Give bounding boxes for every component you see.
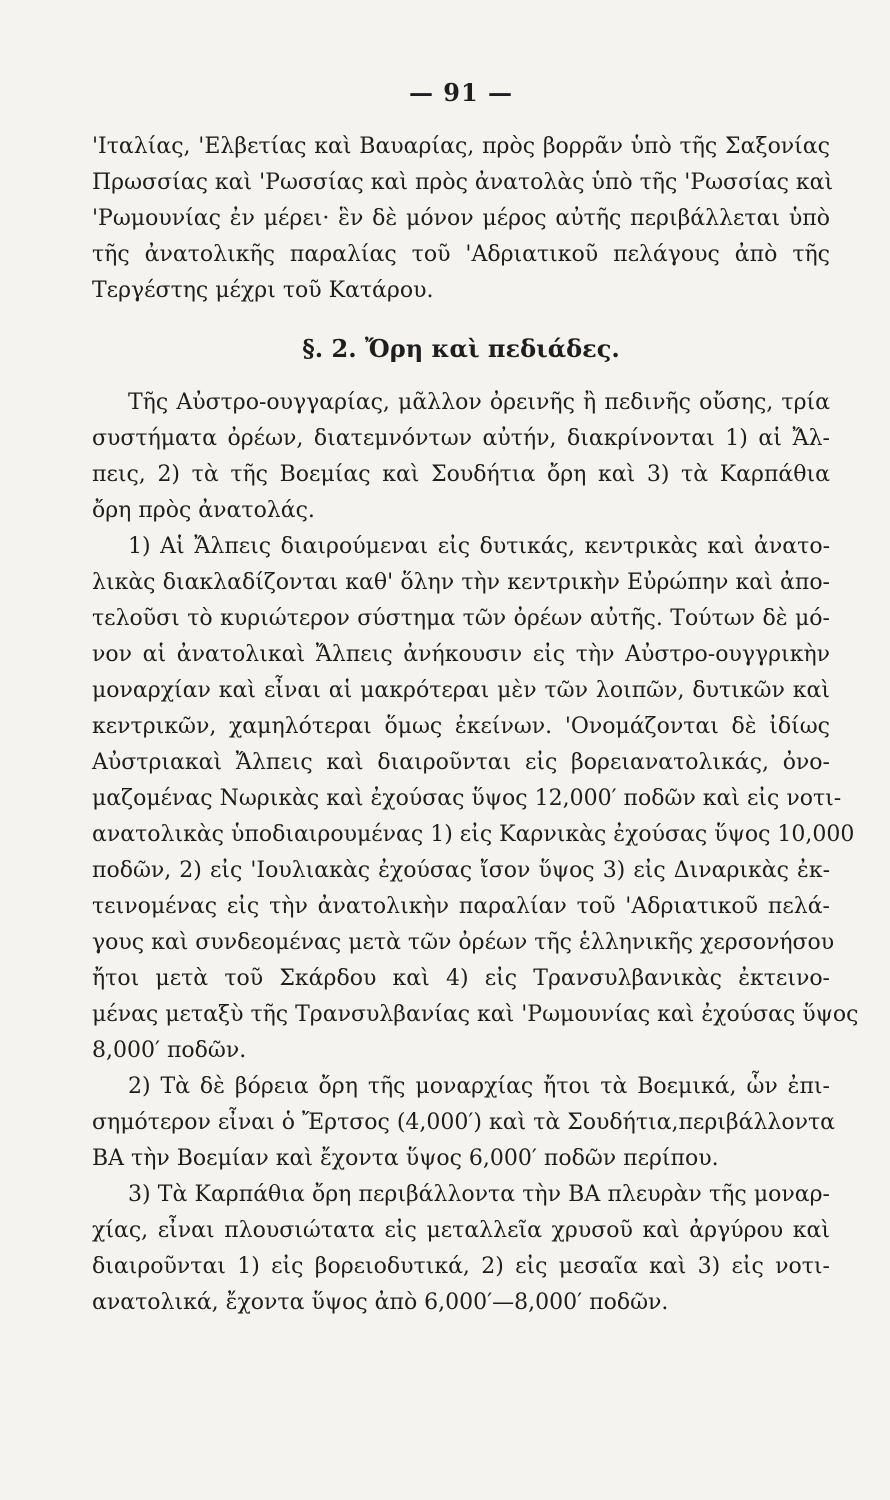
text-line: τεινομένας εἰς τὴν ἀνατολικὴν παραλίαν τοῦ 'Αδριατικοῦ πελά- [92,894,830,919]
text-line: Τεργέστης μέχρι τοῦ Κατάρου. [92,278,434,303]
text-line: 2) Τὰ δὲ βόρεια ὄρη τῆς μοναρχίας ἤτοι τὰ Βοεμικά, ὧν ἐπι- [128,1074,830,1099]
text-line: γους καὶ συνδεομένας μετὰ τῶν ὀρέων τῆς ἑλληνικῆς χερσονήσου [92,930,835,955]
text-line: διαιροῦνται 1) εἰς βορειοδυτικά, 2) εἰς μεσαῖα καὶ 3) εἰς νοτι- [92,1254,830,1279]
text-line: χίας, εἶναι πλουσιώτατα εἰς μεταλλεῖα χρυσοῦ καὶ ἀργύρου καὶ [92,1218,830,1243]
text-line: 1) Αἱ Ἄλπεις διαιρούμεναι εἰς δυτικάς, κεντρικὰς καὶ ἀνατο- [128,534,830,559]
text-line: μένας μεταξὺ τῆς Τρανσυλβανίας καὶ 'Ρωμουνίας καὶ ἐχούσας ὕψος [92,1002,859,1027]
text-line: σημότερον εἶναι ὁ Ἔρτσος (4,000′) καὶ τὰ Σουδήτια,περιβάλλοντα [92,1110,835,1135]
text-line: ανατολικά, ἔχοντα ὕψος ἀπὸ 6,000′—8,000′ ποδῶν. [92,1290,669,1315]
page-number: — 91 — [408,78,514,107]
paragraph-bohemian-mountains [92,1069,835,1177]
section-heading: §. 2. Ὄρη καὶ πεδιάδες. [302,334,620,363]
text-line: Τῆς Αὐστρο-ουγγαρίας, μᾶλλον ὀρεινῆς ἢ πεδινῆς οὔσης, τρία [128,390,830,415]
text-line: νον αἱ ἀνατολικαὶ Ἄλπεις ἀνήκουσιν εἰς τὴν Αὐστρο-ουγγρικὴν [92,642,830,667]
text-line: 8,000′ ποδῶν. [92,1038,247,1063]
paragraph-carpathians [92,1177,830,1321]
paragraph-alps [92,529,859,1069]
text-line: ἤτοι μετὰ τοῦ Σκάρδου καὶ 4) εἰς Τρανσυλβανικὰς ἐκτεινο- [92,966,830,991]
paragraph-intro-mountains [92,385,830,529]
text-line: τελοῦσι τὸ κυριώτερον σύστημα τῶν ὀρέων αὐτῆς. Τούτων δὲ μό- [92,606,830,631]
text-line: μοναρχίαν καὶ εἶναι αἱ μακρότεραι μὲν τῶν λοιπῶν, δυτικῶν καὶ [92,678,830,703]
text-line: λικὰς διακλαδίζονται καθ' ὅλην τὴν κεντρικὴν Εὐρώπην καὶ ἀπο- [92,570,830,595]
text-line: μαζομένας Νωρικὰς καὶ ἐχούσας ὕψος 12,000′ ποδῶν καὶ εἰς νοτι- [92,786,842,811]
text-line: τῆς ἀνατολικῆς παραλίας τοῦ 'Αδριατικοῦ πελάγους ἀπὸ τῆς [92,242,830,267]
text-line: συστήματα ὀρέων, διατεμνόντων αὐτήν, διακρίνονται 1) αἱ Ἄλ- [92,426,830,451]
text-line: 'Ιταλίας, 'Ελβετίας καὶ Βαυαρίας, πρὸς βορρᾶν ὑπὸ τῆς Σαξονίας [92,134,830,159]
text-line: ΒΑ τὴν Βοεμίαν καὶ ἔχοντα ὕψος 6,000′ ποδῶν περίπου. [92,1146,719,1171]
intro-paragraph [92,129,834,309]
text-line: ανατολικὰς ὑποδιαιρουμένας 1) εἰς Καρνικὰς ἐχούσας ὕψος 10,000 [92,822,855,847]
text-line: κεντρικῶν, χαμηλότεραι ὅμως ἐκείνων. 'Ονομάζονται δὲ ἰδίως [92,714,830,739]
book-page [92,78,859,1321]
text-line: 'Ρωμουνίας ἐν μέρει· ἓν δὲ μόνον μέρος αὐτῆς περιβάλλεται ὑπὸ [92,206,830,231]
text-line: πεις, 2) τὰ τῆς Βοεμίας καὶ Σουδήτια ὄρη καὶ 3) τὰ Καρπάθια [92,462,830,487]
text-line: 3) Τὰ Καρπάθια ὄρη περιβάλλοντα τὴν ΒΑ πλευρὰν τῆς μοναρ- [128,1182,830,1207]
text-line: ποδῶν, 2) εἰς 'Ιουλιακὰς ἐχούσας ἴσον ὕψος 3) εἰς Διναρικὰς ἐκ- [92,858,830,883]
text-line: ὄρη πρὸς ἀνατολάς. [92,498,315,523]
text-line: Αὐστριακαὶ Ἄλπεις καὶ διαιροῦνται εἰς βορειανατολικάς, ὀνο- [92,750,830,775]
text-line: Πρωσσίας καὶ 'Ρωσσίας καὶ πρὸς ἀνατολὰς ὑπὸ τῆς 'Ρωσσίας καὶ [92,170,834,195]
